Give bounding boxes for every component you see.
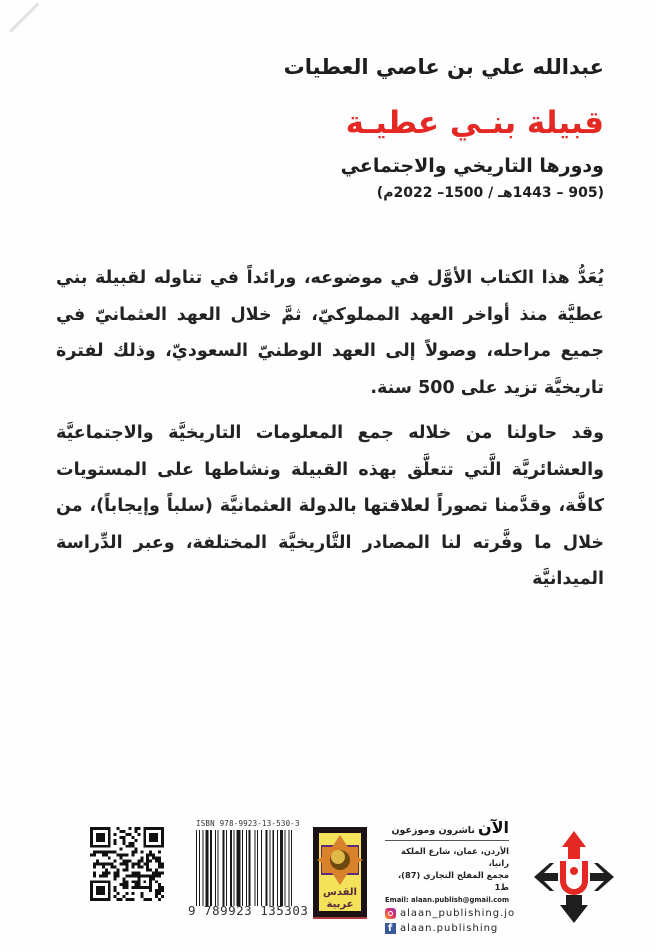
- qr-module: [161, 863, 164, 866]
- qr-module: [134, 848, 137, 851]
- qr-module: [120, 836, 123, 839]
- qr-module: [126, 860, 129, 863]
- qr-module: [117, 898, 120, 901]
- qr-module: [114, 895, 117, 898]
- qr-module: [155, 895, 158, 898]
- qr-module: [152, 854, 155, 857]
- qr-module: [114, 871, 117, 874]
- qr-module: [126, 865, 129, 868]
- qr-module: [117, 827, 120, 830]
- qr-module: [134, 883, 137, 886]
- qr-module: [117, 854, 120, 857]
- barcode-bar: [249, 830, 251, 906]
- instagram-link[interactable]: [385, 908, 516, 919]
- qr-module: [99, 851, 102, 854]
- barcode-bar: [272, 830, 274, 906]
- qr-module: [96, 863, 99, 866]
- qr-module: [126, 886, 129, 889]
- qr-module: [102, 851, 105, 854]
- qr-module: [102, 871, 105, 874]
- qr-module: [123, 836, 126, 839]
- barcode-bars: [196, 830, 294, 906]
- qr-module: [126, 874, 129, 877]
- qr-module: [114, 877, 117, 880]
- address-line-1: الأردن، عمان، شارع الملكة رانيا،: [400, 846, 509, 868]
- qr-module: [158, 863, 161, 866]
- barcode-bar: [230, 830, 232, 906]
- publisher-address: [385, 845, 509, 893]
- qr-module: [120, 898, 123, 901]
- qr-module: [123, 854, 126, 857]
- qr-module: [155, 892, 158, 895]
- qr-module: [140, 865, 143, 868]
- qr-module: [140, 895, 143, 898]
- qr-module: [90, 854, 93, 857]
- qr-module: [128, 842, 131, 845]
- qr-module: [146, 865, 149, 868]
- qr-module: [155, 857, 158, 860]
- qr-module: [93, 863, 96, 866]
- qr-module: [108, 871, 111, 874]
- qr-module: [105, 851, 108, 854]
- page-corner-fold: [0, 0, 39, 33]
- blurb-paragraph-2: [56, 415, 604, 598]
- qr-module: [131, 845, 134, 848]
- qr-module: [128, 874, 131, 877]
- qr-module: [140, 860, 143, 863]
- qr-module: [123, 880, 126, 883]
- qr-module: [158, 865, 161, 868]
- blurb-paragraph-1: [56, 260, 604, 406]
- qr-module: [96, 833, 105, 842]
- qr-module: [120, 883, 123, 886]
- qr-module: [158, 886, 161, 889]
- publisher-name-row: [385, 819, 509, 841]
- barcode-bar: [277, 830, 278, 906]
- qr-module: [111, 865, 114, 868]
- isbn-barcode: [188, 819, 309, 919]
- barcode-bar: [203, 830, 204, 906]
- qr-module: [93, 851, 96, 854]
- qr-module: [137, 863, 140, 866]
- qr-module: [128, 833, 131, 836]
- qr-module: [126, 863, 129, 866]
- qr-module: [99, 863, 102, 866]
- qr-module: [114, 833, 117, 836]
- barcode-bar: [261, 830, 262, 906]
- qr-module: [134, 886, 137, 889]
- barcode-bar: [236, 830, 240, 906]
- barcode-bar: [199, 830, 200, 906]
- qr-module: [158, 871, 161, 874]
- qr-module: [96, 851, 99, 854]
- qr-module: [131, 892, 134, 895]
- qr-module: [111, 863, 114, 866]
- qr-module: [152, 871, 155, 874]
- qr-module: [152, 874, 155, 877]
- qr-module: [131, 874, 134, 877]
- barcode-bar: [242, 830, 243, 906]
- instagram-handle: alaan_publishing.jo: [400, 908, 516, 919]
- qr-module: [149, 860, 152, 863]
- qr-module: [117, 868, 120, 871]
- qr-module: [140, 892, 143, 895]
- qr-module: [158, 898, 161, 901]
- qr-module: [102, 874, 105, 877]
- qr-module: [102, 863, 105, 866]
- book-title: قبيلة بنـي عطيـة: [345, 105, 604, 141]
- qr-module: [93, 871, 96, 874]
- barcode-bar: [254, 830, 255, 906]
- qr-module: [114, 851, 117, 854]
- book-subtitle: ودورها التاريخي والاجتماعي: [340, 155, 604, 177]
- qr-module: [117, 874, 120, 877]
- qr-module: [149, 854, 152, 857]
- qr-module: [93, 854, 96, 857]
- qr-code[interactable]: [90, 827, 164, 901]
- qr-module: [93, 874, 96, 877]
- address-line-2: مجمع المفلح التجاري (87)، ط1: [398, 870, 509, 892]
- qr-module: [96, 886, 105, 895]
- qr-module: [146, 868, 149, 871]
- cover-footer: [0, 815, 656, 934]
- qr-module: [131, 871, 134, 874]
- qr-module: [123, 883, 126, 886]
- qr-module: [152, 857, 155, 860]
- qr-module: [137, 865, 140, 868]
- qr-module: [155, 880, 158, 883]
- barcode-bar: [234, 830, 235, 906]
- qr-module: [123, 863, 126, 866]
- qr-module: [134, 839, 137, 842]
- barcode-bar: [257, 830, 258, 906]
- quds-arabia-logo: [313, 827, 367, 919]
- qr-module: [131, 880, 134, 883]
- svg-text:عربية: عربية: [326, 899, 354, 910]
- qr-module: [128, 827, 131, 830]
- qr-module: [120, 857, 123, 860]
- qr-module: [102, 854, 105, 857]
- qr-module: [114, 865, 117, 868]
- barcode-bar: [291, 830, 292, 906]
- qr-module: [146, 863, 149, 866]
- qr-module: [128, 898, 131, 901]
- barcode-bar: [226, 830, 227, 906]
- qr-module: [114, 889, 117, 892]
- qr-module: [105, 854, 108, 857]
- qr-module: [158, 857, 161, 860]
- qr-module: [96, 860, 99, 863]
- barcode-bar: [266, 830, 268, 906]
- qr-module: [131, 863, 134, 866]
- barcode-bar: [222, 830, 224, 906]
- qr-module: [108, 863, 111, 866]
- qr-module: [126, 854, 129, 857]
- svg-text:القدس: القدس: [323, 887, 357, 898]
- qr-module: [93, 865, 96, 868]
- barcode-bar: [285, 830, 286, 906]
- qr-module: [128, 860, 131, 863]
- qr-module: [149, 868, 152, 871]
- qr-module: [158, 889, 161, 892]
- qr-module: [123, 877, 126, 880]
- facebook-link[interactable]: [385, 923, 509, 934]
- qr-module: [131, 898, 134, 901]
- barcode-bar: [246, 830, 247, 906]
- qr-module: [105, 871, 108, 874]
- qr-module: [108, 857, 111, 860]
- qr-module: [161, 886, 164, 889]
- qr-module: [102, 865, 105, 868]
- qr-module: [126, 868, 129, 871]
- qr-module: [131, 836, 134, 839]
- qr-module: [161, 871, 164, 874]
- qr-module: [117, 871, 120, 874]
- qr-module: [143, 863, 146, 866]
- qr-module: [149, 851, 152, 854]
- qr-module: [146, 854, 149, 857]
- blurb-text-1: يُعَدُّ هذا الكتاب الأوَّل في موضوعه، ورائداً في تناوله لقبيلة بني عطيَّة منذ أواخر العهد المملوكيّ، ثمَّ خلال العهد العثمانيّ في جميع مراحله، وصولاً إلى العهد الوطنيّ السعوديّ، وذلك لفترة تاريخيَّة تزيد على 500 سنة.: [56, 268, 604, 398]
- publisher-brand: الآن: [477, 818, 509, 837]
- alaan-publisher-logo-icon: [530, 829, 618, 925]
- qr-module: [134, 863, 137, 866]
- qr-module: [155, 868, 158, 871]
- qr-module: [158, 851, 161, 854]
- qr-module: [158, 883, 161, 886]
- barcode-bar: [215, 830, 216, 906]
- qr-module: [123, 839, 126, 842]
- qr-module: [134, 830, 137, 833]
- qr-module: [155, 871, 158, 874]
- qr-module: [120, 830, 123, 833]
- qr-module: [137, 833, 140, 836]
- qr-module: [128, 845, 131, 848]
- qr-module: [140, 857, 143, 860]
- qr-module: [149, 833, 158, 842]
- qr-module: [149, 889, 152, 892]
- qr-module: [137, 860, 140, 863]
- isbn-label: ISBN 978-9923-13-530-3: [196, 819, 300, 828]
- instagram-icon: [385, 908, 396, 919]
- qr-module: [123, 868, 126, 871]
- barcode-bar: [196, 830, 197, 906]
- qr-module: [99, 874, 102, 877]
- qr-module: [105, 874, 108, 877]
- qr-module: [126, 892, 129, 895]
- qr-module: [155, 860, 158, 863]
- qr-module: [140, 851, 143, 854]
- qr-module: [114, 842, 117, 845]
- qr-module: [137, 871, 140, 874]
- qr-module: [146, 898, 149, 901]
- qr-module: [155, 874, 158, 877]
- qr-module: [123, 830, 126, 833]
- qr-module: [131, 851, 134, 854]
- qr-module: [117, 892, 120, 895]
- qr-module: [131, 865, 134, 868]
- qr-module: [152, 877, 155, 880]
- qr-module: [158, 874, 161, 877]
- qr-module: [105, 863, 108, 866]
- qr-module: [105, 868, 108, 871]
- barcode-bar: [210, 830, 212, 906]
- qr-module: [114, 860, 117, 863]
- barcode-bar: [288, 830, 289, 906]
- quds-emblem-icon: [313, 827, 367, 917]
- qr-module: [108, 851, 111, 854]
- qr-module: [158, 892, 161, 895]
- qr-module: [126, 880, 129, 883]
- facebook-handle: alaan.publishing: [400, 923, 499, 934]
- qr-module: [146, 860, 149, 863]
- qr-module: [161, 865, 164, 868]
- qr-module: [134, 851, 137, 854]
- qr-module: [137, 827, 140, 830]
- qr-module: [126, 898, 129, 901]
- qr-module: [143, 898, 146, 901]
- qr-module: [126, 845, 129, 848]
- qr-module: [158, 860, 161, 863]
- facebook-icon: f: [385, 923, 396, 934]
- qr-module: [134, 880, 137, 883]
- barcode-bar: [205, 830, 208, 906]
- qr-module: [131, 854, 134, 857]
- publisher-tagline: ناشرون وموزعون: [391, 825, 475, 836]
- barcode-bar: [280, 830, 283, 906]
- qr-module: [114, 886, 117, 889]
- qr-module: [123, 895, 126, 898]
- qr-module: [161, 889, 164, 892]
- qr-module: [131, 842, 134, 845]
- qr-module: [161, 895, 164, 898]
- qr-module: [146, 857, 149, 860]
- blurb-text-2: وقد حاولنا من خلاله جمع المعلومات التاريخيَّة والاجتماعيَّة والعشائريَّة الَّتي تتعلَّق بهذه القبيلة ونشاطها على المستويات كافَّة، وقدَّمنا تصوراً لعلاقتها بالدولة العثمانيَّة (سلباً وإيجاباً)، من خلال ما وفَّرته لنا المصادر التَّاريخيَّة المختلفة، وعبر الدِّراسة الميدانيَّة: [56, 423, 604, 589]
- qr-module: [131, 886, 134, 889]
- publisher-email[interactable]: Email: alaan.publish@gmail.com: [385, 896, 510, 904]
- publisher-info: [385, 818, 516, 934]
- qr-module: [114, 874, 117, 877]
- qr-module: [155, 889, 158, 892]
- qr-module: [120, 863, 123, 866]
- qr-module: [111, 851, 114, 854]
- qr-module: [134, 827, 137, 830]
- qr-module: [123, 860, 126, 863]
- qr-module: [149, 898, 152, 901]
- barcode-bar: [218, 830, 219, 906]
- qr-module: [123, 886, 126, 889]
- qr-module: [120, 854, 123, 857]
- date-range: (905 – 1443هـ / 1500– 2022م): [376, 185, 604, 201]
- cover-header: [184, 52, 604, 204]
- qr-module: [134, 874, 137, 877]
- author-name: عبدالله علي بن عاصي العطيات: [283, 55, 604, 79]
- qr-module: [134, 871, 137, 874]
- qr-module: [143, 880, 146, 883]
- qr-module: [123, 842, 126, 845]
- qr-module: [114, 839, 117, 842]
- qr-module: [126, 883, 129, 886]
- barcode-bar: [270, 830, 271, 906]
- ean-digits: 9 789923 135303: [188, 903, 309, 918]
- qr-module: [120, 848, 123, 851]
- qr-module: [126, 833, 129, 836]
